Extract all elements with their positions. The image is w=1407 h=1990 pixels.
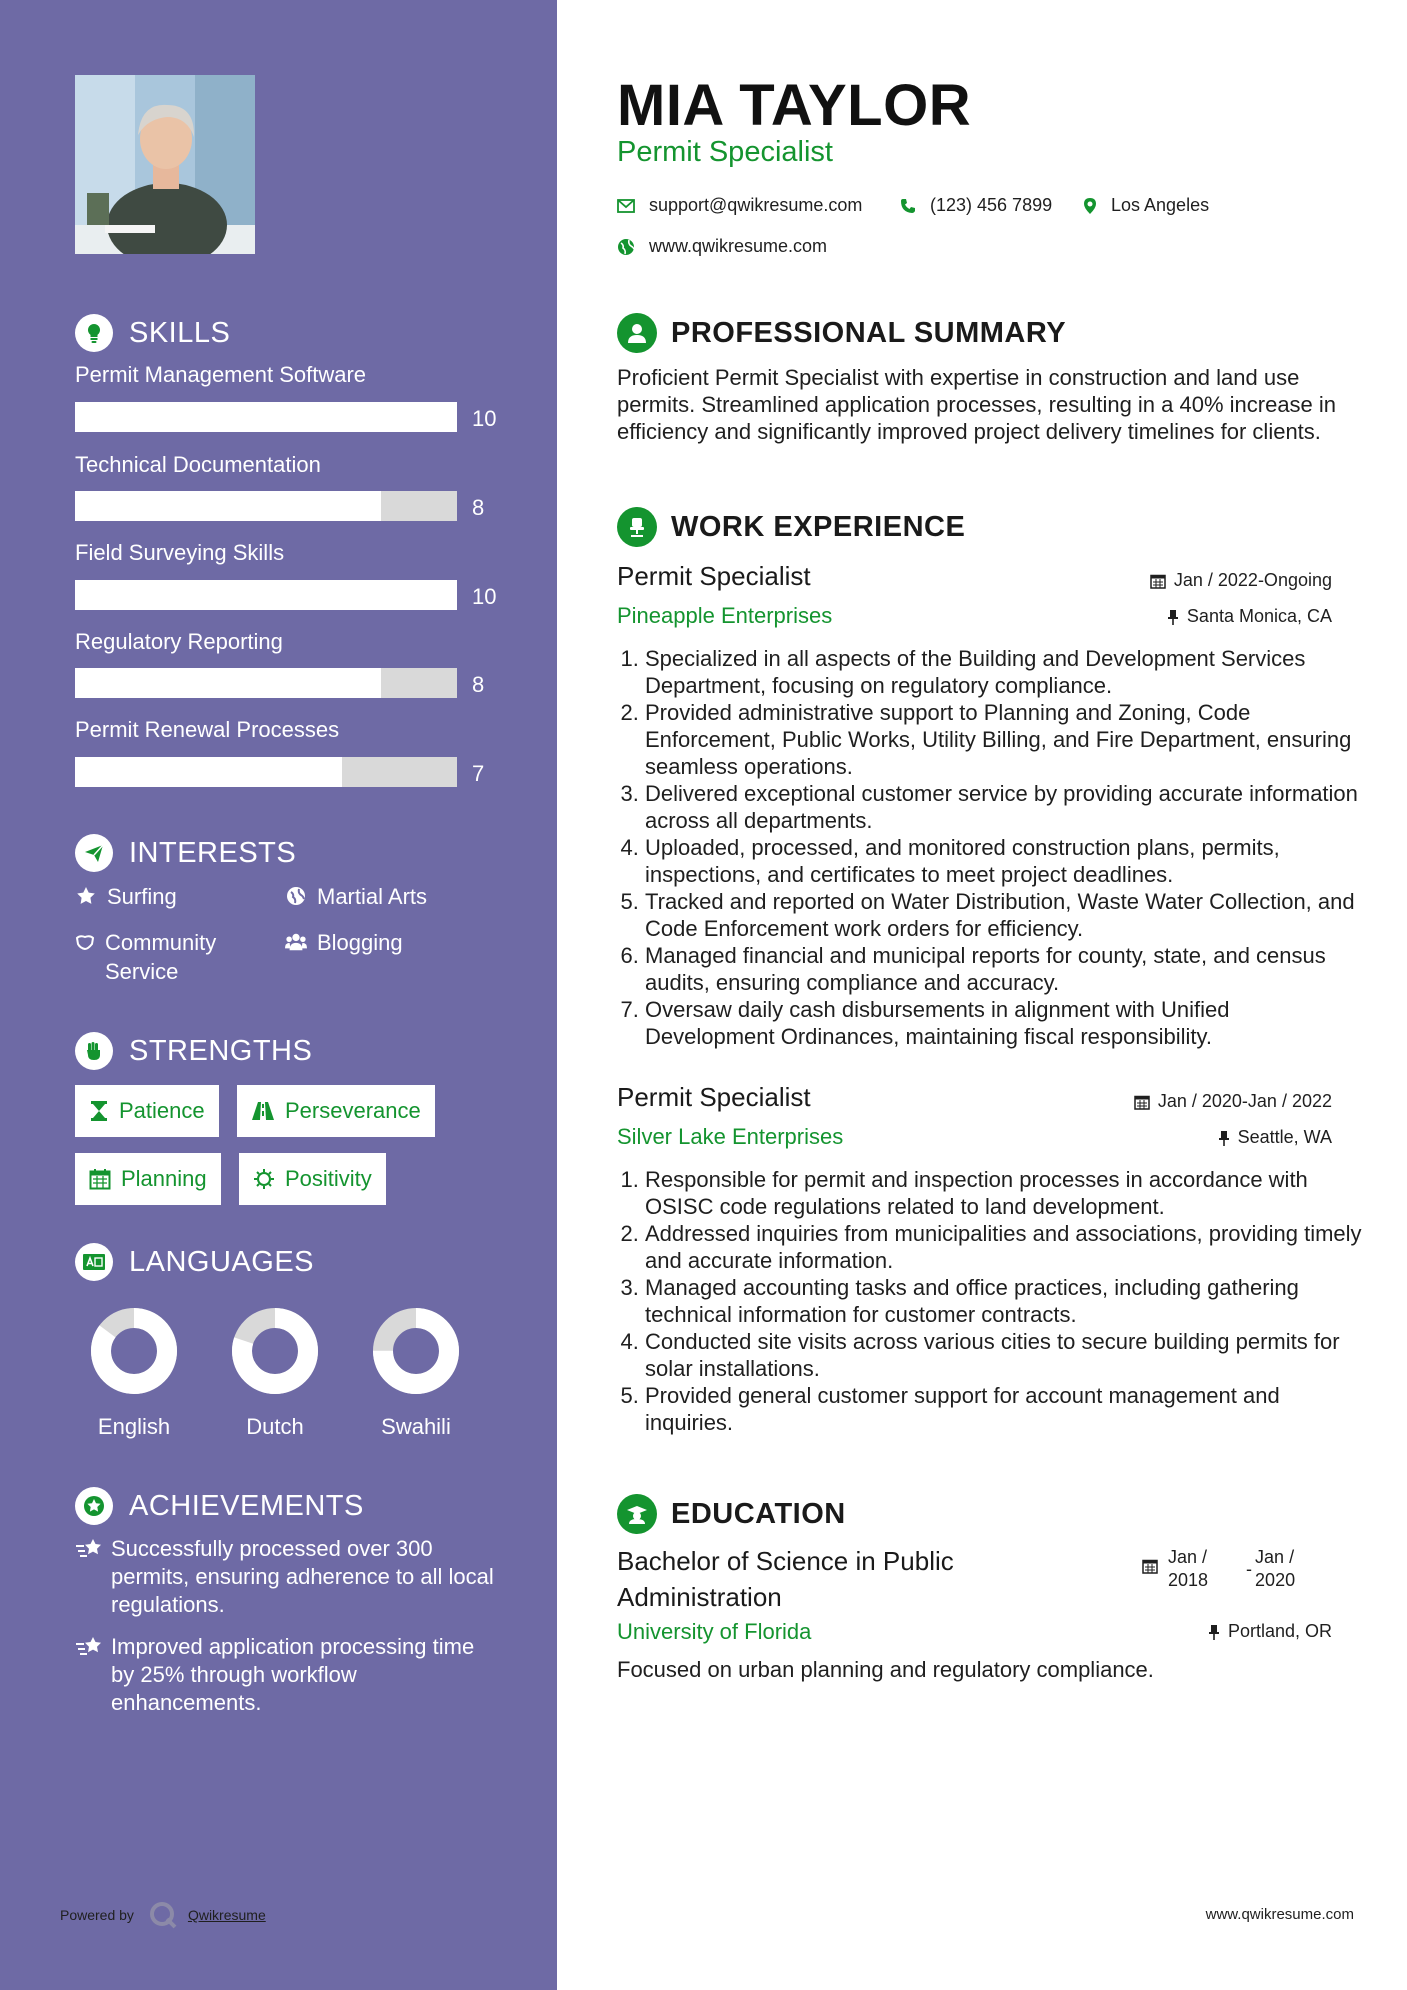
- hourglass-icon: [89, 1100, 109, 1122]
- website-text: www.qwikresume.com: [649, 236, 828, 256]
- duty-item: 5. Tracked and reported on Water Distribution, Waste Water Collection, and Code Enforcement work orders for efficiency.: [645, 888, 1362, 942]
- education-description: Focused on urban planning and regulatory compliance.: [617, 1657, 1154, 1682]
- pushpin-icon: [1208, 1624, 1220, 1640]
- calendar-icon: [1150, 573, 1166, 589]
- language-item: [205, 1306, 345, 1440]
- main-content: [557, 0, 1407, 1990]
- skill-bar-fill: [75, 757, 342, 787]
- achievements-title: ACHIEVEMENTS: [129, 1489, 364, 1522]
- duty-item: 2. Addressed inquiries from municipalities and associations, providing timely and accurate information.: [645, 1220, 1362, 1274]
- award-star-icon: [75, 1487, 113, 1525]
- degree-title: Bachelor of Science in Public Administration: [617, 1546, 954, 1612]
- job-dates-text: Jan / 2022-Ongoing: [1173, 570, 1332, 590]
- interest-item: [285, 928, 403, 957]
- skill-label: Technical Documentation: [75, 452, 321, 477]
- job-location-text: Santa Monica, CA: [1186, 606, 1332, 626]
- duty-item: 1. Responsible for permit and inspection processes in accordance with OSISC code regulations related to land development.: [645, 1166, 1362, 1220]
- interest-label: Martial Arts: [317, 884, 428, 909]
- skill-bar: [75, 668, 457, 698]
- interest-label: Surfing: [107, 884, 177, 909]
- duty-item: 1. Specialized in all aspects of the Building and Development Services Department, focusing on regulatory compliance.: [645, 645, 1362, 699]
- interest-label: Blogging: [317, 930, 403, 955]
- language-item: [346, 1306, 486, 1440]
- strengths-heading: [75, 1031, 312, 1071]
- education-location: [1208, 1621, 1332, 1642]
- skill-bar-fill: [75, 668, 381, 698]
- calendar-icon: [89, 1168, 111, 1190]
- skill-bar: [75, 757, 457, 787]
- strength-badge: [75, 1085, 219, 1137]
- paper-plane-icon: [75, 834, 113, 872]
- achievement-text: Improved application processing time by 25% through workflow enhancements.: [111, 1634, 475, 1715]
- education-end: [1255, 1546, 1295, 1592]
- user-icon: [617, 313, 657, 353]
- languages-title: LANGUAGES: [129, 1245, 314, 1278]
- education-title: EDUCATION: [671, 1497, 846, 1530]
- email-text: support@qwikresume.com: [649, 195, 863, 215]
- strength-badge: [239, 1153, 386, 1205]
- envelope-icon: [617, 199, 635, 213]
- footer-website-link[interactable]: www.qwikresume.com: [1205, 1906, 1354, 1923]
- interests-title: INTERESTS: [129, 836, 297, 869]
- map-pin-icon: [1083, 197, 1097, 215]
- language-donut: [89, 1306, 179, 1396]
- star-icon: [75, 886, 97, 906]
- phone-text: (123) 456 7899: [930, 195, 1053, 215]
- skill-value: 8: [472, 495, 485, 520]
- school-name: University of Florida: [617, 1619, 812, 1644]
- strength-badge: [237, 1085, 435, 1137]
- duty-item: 4. Uploaded, processed, and monitored construction plans, permits, inspections, and certificates to meet project deadlines.: [645, 834, 1362, 888]
- education-heading: [617, 1492, 846, 1536]
- interest-item: [285, 882, 427, 911]
- education-end-month: Jan /: [1255, 1547, 1295, 1567]
- company-name: Silver Lake Enterprises: [617, 1124, 844, 1149]
- contact-phone[interactable]: [900, 195, 1052, 216]
- strength-label: Positivity: [285, 1166, 372, 1191]
- job-duties: [617, 645, 1362, 1050]
- candidate-name: MIA TAYLOR: [617, 73, 972, 138]
- education-location-text: Portland, OR: [1227, 1621, 1332, 1641]
- language-item: [64, 1306, 204, 1440]
- experience-heading: [617, 505, 965, 549]
- skill-bar-fill: [75, 402, 457, 432]
- contact-website[interactable]: [617, 236, 827, 257]
- qwikresume-logo-icon: [148, 1900, 178, 1930]
- skill-bar: [75, 580, 457, 610]
- shooting-star-icon: [75, 1635, 111, 1717]
- duty-item: 3. Delivered exceptional customer service by providing accurate information across all departments.: [645, 780, 1362, 834]
- strength-label: Patience: [119, 1098, 205, 1123]
- skill-label: Regulatory Reporting: [75, 629, 283, 654]
- skill-value: 7: [472, 761, 485, 786]
- achievement-text: Successfully processed over 300 permits, ensuring adherence to all local regulations.: [111, 1536, 494, 1617]
- duty-item: 4. Conducted site visits across various cities to secure building permits for solar installations.: [645, 1328, 1362, 1382]
- users-icon: [285, 932, 307, 952]
- skill-label: Field Surveying Skills: [75, 540, 285, 565]
- strength-label: Planning: [121, 1166, 207, 1191]
- language-donut: [371, 1306, 461, 1396]
- education-date-dash: -: [1246, 1559, 1253, 1579]
- education-end-year: 2020: [1255, 1570, 1296, 1590]
- strength-badge: [75, 1153, 221, 1205]
- interest-item: [75, 882, 177, 911]
- education-dates: [1142, 1546, 1295, 1592]
- summary-title: PROFESSIONAL SUMMARY: [671, 316, 1067, 349]
- strength-label: Perseverance: [285, 1098, 421, 1123]
- experience-title: WORK EXPERIENCE: [671, 510, 966, 543]
- skills-heading: [75, 313, 230, 353]
- languages-heading: [75, 1242, 314, 1282]
- duty-item: 7. Oversaw daily cash disbursements in alignment with Unified Development Ordinances, maintaining fiscal responsibility.: [645, 996, 1362, 1050]
- graduate-icon: [617, 1494, 657, 1534]
- achievements-heading: [75, 1486, 364, 1526]
- contact-location: [1083, 195, 1209, 216]
- fist-icon: [75, 1032, 113, 1070]
- skill-value: 10: [472, 584, 497, 609]
- interest-label: Community Service: [105, 930, 217, 984]
- job-dates: [1150, 570, 1332, 591]
- phone-icon: [900, 198, 916, 214]
- education-start-year: 2018: [1168, 1570, 1209, 1590]
- skill-value: 10: [472, 406, 497, 431]
- globe-icon: [285, 886, 307, 906]
- skill-value: 8: [472, 672, 485, 697]
- language-card-icon: [75, 1243, 113, 1281]
- calendar-icon: [1142, 1558, 1158, 1592]
- skill-label: Permit Management Software: [75, 362, 367, 387]
- sun-icon: [253, 1168, 275, 1190]
- profile-photo: [75, 75, 255, 254]
- job-location: [1167, 606, 1332, 627]
- duty-item: 5. Provided general customer support for account management and inquiries.: [645, 1382, 1362, 1436]
- skill-label: Permit Renewal Processes: [75, 717, 340, 742]
- job-duties: [617, 1166, 1362, 1436]
- interest-item: [75, 928, 255, 986]
- skill-bar-fill: [75, 491, 381, 521]
- job-title: Permit Specialist: [617, 561, 811, 591]
- skill-bar: [75, 402, 457, 432]
- job-location-text: Seattle, WA: [1237, 1127, 1332, 1147]
- contact-email[interactable]: [617, 195, 862, 216]
- sidebar: [0, 0, 557, 1990]
- job-dates-text: Jan / 2020-Jan / 2022: [1157, 1091, 1332, 1111]
- shooting-star-icon: [75, 1537, 111, 1619]
- job-location: [1218, 1127, 1332, 1148]
- language-donut: [230, 1306, 320, 1396]
- education-start-month: Jan /: [1168, 1547, 1208, 1567]
- duty-item: 6. Managed financial and municipal reports for county, state, and census audits, ensuring compliance and accuracy.: [645, 942, 1362, 996]
- qwikresume-link[interactable]: Qwikresume: [187, 1907, 266, 1923]
- pushpin-icon: [1218, 1130, 1230, 1146]
- skill-bar: [75, 491, 457, 521]
- achievement-item: [75, 1535, 495, 1619]
- globe-icon: [617, 238, 635, 256]
- interests-heading: [75, 833, 296, 873]
- skill-bar-fill: [75, 580, 457, 610]
- language-label: English: [97, 1414, 171, 1439]
- achievement-item: [75, 1633, 495, 1717]
- strengths-title: STRENGTHS: [129, 1034, 313, 1067]
- company-name: Pineapple Enterprises: [617, 603, 833, 628]
- education-start: [1168, 1546, 1208, 1592]
- road-icon: [251, 1101, 275, 1121]
- summary-text: Proficient Permit Specialist with expertise in construction and land use permits. Streamlined application processes, resulting in a 40% increase in efficiency and significantly improved project delivery timelines for clients.: [617, 365, 1337, 444]
- duty-item: 2. Provided administrative support to Planning and Zoning, Code Enforcement, Public Works, Utility Billing, and Fire Department, ensuring seamless operations.: [645, 699, 1362, 780]
- location-text: Los Angeles: [1111, 195, 1210, 215]
- summary-heading: [617, 311, 1066, 355]
- lightbulb-icon: [75, 314, 113, 352]
- language-label: Dutch: [246, 1414, 304, 1439]
- office-chair-icon: [617, 507, 657, 547]
- powered-by-label: Powered by: [60, 1907, 134, 1923]
- duty-item: 3. Managed accounting tasks and office practices, including gathering technical information for customer contracts.: [645, 1274, 1362, 1328]
- language-label: Swahili: [381, 1414, 451, 1439]
- hands-icon: [75, 932, 95, 952]
- powered-by: [60, 1900, 266, 1930]
- job-title-headline: Permit Specialist: [617, 136, 833, 168]
- calendar-icon: [1134, 1094, 1150, 1110]
- pushpin-icon: [1167, 609, 1179, 625]
- job-dates: [1134, 1091, 1332, 1112]
- skills-title: SKILLS: [129, 316, 231, 349]
- job-title: Permit Specialist: [617, 1082, 811, 1112]
